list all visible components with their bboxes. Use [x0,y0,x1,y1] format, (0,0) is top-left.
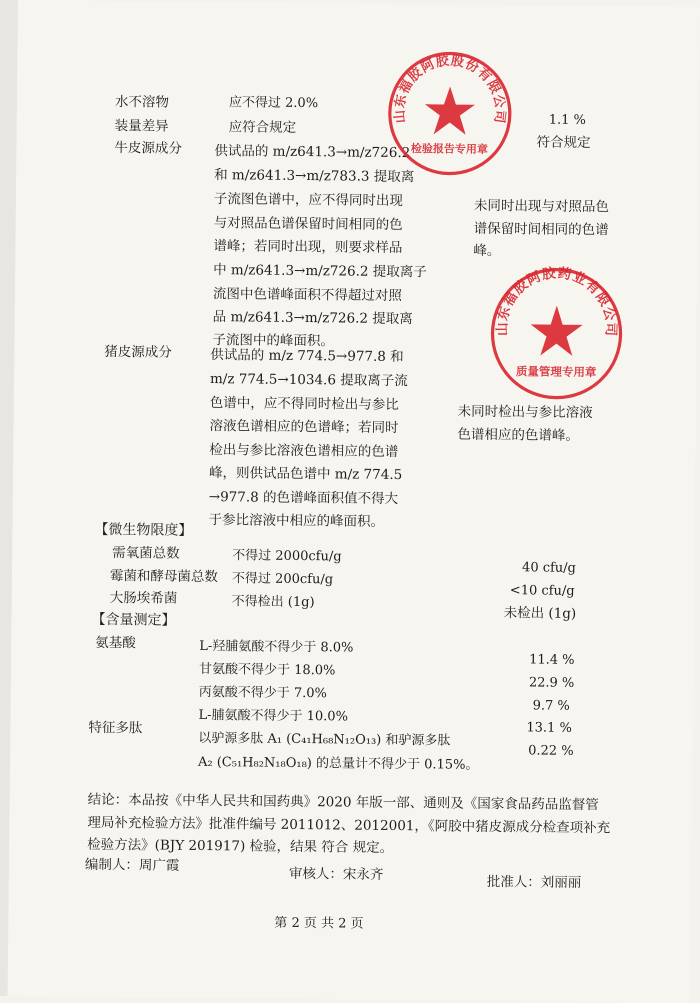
amino-result: 13.1 % [526,720,572,736]
conclusion-line: 结论：本品按《中华人民共和国药典》2020 年版一部、通则及《国家食品药品监督管 [87,791,599,814]
result-weight-variation: 符合规定 [536,134,591,152]
micro-item: 需氧菌总数 [112,545,180,562]
micro-standard: 不得过 200cfu/g [231,571,334,588]
amino-result: 9.7 % [532,698,570,714]
standard-porcine-line: 供试品的 m/z 774.5→977.8 和 [210,347,404,366]
approver-signature: 批准人：刘丽丽 [486,873,582,891]
seal-text-top: 山东福胶阿胶股份有限公司 [392,53,508,125]
standard-porcine-line: 溶液色谱相应的色谱峰；若同时 [209,418,399,437]
conclusion-line: 理局补充检验方法》批准件编号 2011012、2012001，《阿胶中猪皮源成分检查项补充 [87,814,611,837]
standard-porcine-line: 色谱中，应不得同时检出与参比 [209,395,399,414]
standard-bovine-line: 流图中色谱峰面积不得超过对照 [212,286,403,305]
micro-item: 大肠埃希菌 [109,589,178,607]
standard-weight-variation: 应符合规定 [228,119,297,136]
section-header-microbial: 【微生物限度】 [94,521,193,539]
amino-result: 11.4 % [529,652,575,668]
conclusion-line: 检验方法》(BJY 201917) 检验，结果 符合 规定。 [87,836,394,856]
page-number: 第 2 页 共 2 页 [274,915,364,932]
micro-result: 40 cfu/g [522,560,577,576]
reviewer-signature: 审核人：宋永齐 [288,865,384,883]
inspection-report-seal [384,48,515,179]
standard-water-insoluble: 应不得过 2.0% [228,95,319,112]
item-water-insoluble: 水不溶物 [114,94,170,111]
seal-text-top: 山东福胶阿胶药业有限公司 [494,265,619,338]
quality-management-seal [486,263,627,404]
amino-standard: 丙氨酸不得少于 7.0% [198,684,328,702]
micro-result: <10 cfu/g [509,583,575,599]
result-bovine-line: 峰。 [473,242,501,260]
micro-result: 未检出 (1g) [503,605,577,622]
standard-porcine-line: 于参比溶液中相应的峰面积。 [208,512,385,530]
standard-bovine-line: 谱峰；若同时出现，则要求样品 [213,238,403,257]
peptide-label: 特征多肽 [88,719,143,737]
peptide-standard-line: A₂ (C₅₁H₈₂N₁₈O₁₈) 的总量计不得少于 0.15%。 [197,754,479,773]
standard-porcine-line: 检出与参比溶液色谱相应的色谱 [209,442,399,461]
micro-item: 霉菌和酵母菌总数 [109,567,219,586]
standard-porcine-line: 峰，则供试品色谱中 m/z 774.5 [208,465,403,484]
item-weight-variation: 装量差异 [114,118,169,135]
standard-bovine-line: 与对照品色谱保留时间相同的色 [213,215,403,234]
micro-standard: 不得检出 (1g) [231,594,315,611]
report-page [8,0,700,1003]
amino-acid-label: 氨基酸 [95,634,136,652]
seal-text-bottom: 质量管理专用章 [515,364,597,380]
result-bovine-line: 未同时出现与对照品色 [473,197,609,216]
peptide-standard-line: 以驴源多肽 A₁ (C₄₁H₆₈N₁₂O₁₃) 和驴源多肽 [198,730,451,749]
standard-porcine-line: m/z 774.5→1034.6 提取离子流 [209,371,408,390]
result-porcine-line: 色谱相应的色谱峰。 [457,426,580,444]
standard-bovine-line: 子流图色谱中，应不得同时出现 [213,191,403,210]
result-water-insoluble: 1.1 % [548,112,587,128]
standard-bovine-line: 中 m/z641.3→m/z726.2 提取离子 [213,262,427,281]
amino-standard: 甘氨酸不得少于 18.0% [198,661,336,679]
result-porcine-line: 未同时检出与参比溶液 [457,403,593,422]
micro-standard: 不得过 2000cfu/g [232,548,342,565]
editor-signature: 编制人：周广霞 [84,856,180,874]
standard-bovine-line: 和 m/z641.3→m/z783.3 提取离 [214,167,415,186]
standard-bovine-line: 品 m/z641.3→m/z726.2 提取离 [212,309,413,328]
item-porcine: 猪皮源成分 [104,343,172,361]
standard-porcine-line: →977.8 的色谱峰面积值不得大 [208,489,399,508]
seal-text-bottom: 检验报告专用章 [410,142,489,156]
amino-result: 22.9 % [528,675,575,691]
result-bovine-line: 谱保留时间相同的色谱 [473,220,609,239]
peptide-result: 0.22 % [528,743,574,759]
section-header-assay: 【含量测定】 [91,611,176,629]
standard-bovine-line: 供试品的 m/z641.3→m/z726.2 [214,143,411,162]
item-bovine: 牛皮源成分 [114,140,183,157]
amino-standard: L-脯氨酸不得少于 10.0% [198,707,349,725]
amino-standard: L-羟脯氨酸不得少于 8.0% [199,638,354,656]
standard-bovine-line: 子流图中的峰面积。 [212,332,335,350]
